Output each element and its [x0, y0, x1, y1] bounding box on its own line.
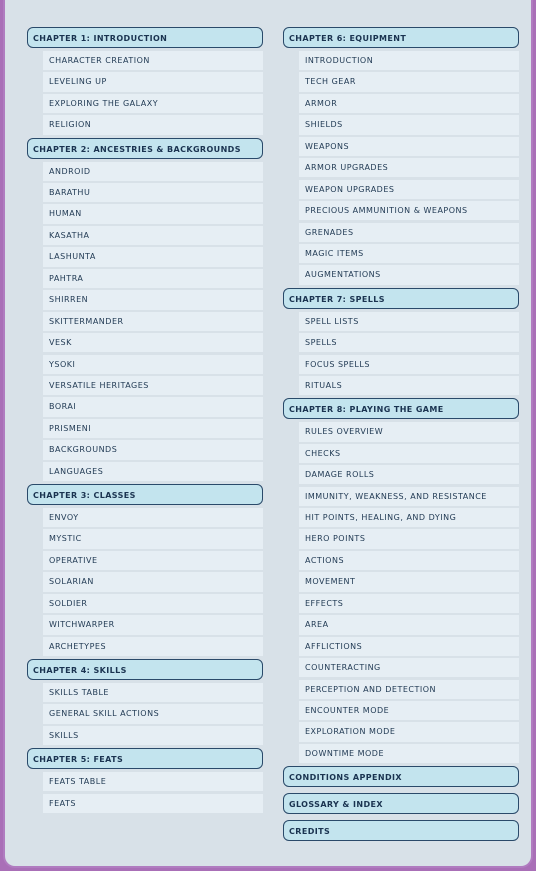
toc-link-spell-lists[interactable]: SPELL LISTS [299, 312, 519, 331]
toc-section-conditions-appendix [283, 766, 519, 787]
toc-link-barathu[interactable]: BARATHU [43, 183, 263, 202]
toc-link-lashunta[interactable]: LASHUNTA [43, 247, 263, 266]
chapter-link-chapter-6-equipment[interactable]: CHAPTER 6: EQUIPMENT [283, 27, 519, 48]
toc-link-versatile-heritages[interactable]: VERSATILE HERITAGES [43, 376, 263, 395]
toc-link-area[interactable]: AREA [299, 615, 519, 634]
toc-link-weapons[interactable]: WEAPONS [299, 137, 519, 156]
toc-link-skills-table[interactable]: SKILLS TABLE [43, 683, 263, 702]
toc-section-chapter-8-playing-the-game [283, 398, 519, 763]
toc-section-chapter-1-introduction [27, 27, 263, 135]
toc-section-chapter-4-skills [27, 659, 263, 745]
toc-link-borai[interactable]: BORAI [43, 397, 263, 416]
toc-link-tech-gear[interactable]: TECH GEAR [299, 72, 519, 91]
toc-link-perception-and-detection[interactable]: PERCEPTION AND DETECTION [299, 680, 519, 699]
toc-link-armor-upgrades[interactable]: ARMOR UPGRADES [299, 158, 519, 177]
toc-link-movement[interactable]: MOVEMENT [299, 572, 519, 591]
toc-link-skittermander[interactable]: SKITTERMANDER [43, 312, 263, 331]
toc-link-exploring-the-galaxy[interactable]: EXPLORING THE GALAXY [43, 94, 263, 113]
chapter-link-chapter-8-playing-the-game[interactable]: CHAPTER 8: PLAYING THE GAME [283, 398, 519, 419]
toc-link-vesk[interactable]: VESK [43, 333, 263, 352]
toc-section-glossary-and-index [283, 793, 519, 814]
toc-link-prismeni[interactable]: PRISMENI [43, 419, 263, 438]
toc-link-downtime-mode[interactable]: DOWNTIME MODE [299, 744, 519, 763]
toc-link-human[interactable]: HUMAN [43, 204, 263, 223]
toc-link-solarian[interactable]: SOLARIAN [43, 572, 263, 591]
toc-link-checks[interactable]: CHECKS [299, 444, 519, 463]
toc-link-encounter-mode[interactable]: ENCOUNTER MODE [299, 701, 519, 720]
toc-link-character-creation[interactable]: CHARACTER CREATION [43, 51, 263, 70]
toc-link-kasatha[interactable]: KASATHA [43, 226, 263, 245]
chapter-link-chapter-1-introduction[interactable]: CHAPTER 1: INTRODUCTION [27, 27, 263, 48]
toc-section-chapter-7-spells [283, 288, 519, 396]
toc-link-focus-spells[interactable]: FOCUS SPELLS [299, 355, 519, 374]
toc-link-hit-points-healing-and-dying[interactable]: HIT POINTS, HEALING, AND DYING [299, 508, 519, 527]
toc-link-shields[interactable]: SHIELDS [299, 115, 519, 134]
toc-link-languages[interactable]: LANGUAGES [43, 462, 263, 481]
toc-link-skills[interactable]: SKILLS [43, 726, 263, 745]
chapter-link-credits[interactable]: CREDITS [283, 820, 519, 841]
toc-link-augmentations[interactable]: AUGMENTATIONS [299, 265, 519, 284]
toc-link-ysoki[interactable]: YSOKI [43, 355, 263, 374]
toc-section-chapter-5-feats [27, 748, 263, 813]
toc-link-introduction[interactable]: INTRODUCTION [299, 51, 519, 70]
toc-link-shirren[interactable]: SHIRREN [43, 290, 263, 309]
toc-link-android[interactable]: ANDROID [43, 162, 263, 181]
toc-link-afflictions[interactable]: AFFLICTIONS [299, 637, 519, 656]
chapter-link-chapter-7-spells[interactable]: CHAPTER 7: SPELLS [283, 288, 519, 309]
toc-link-witchwarper[interactable]: WITCHWARPER [43, 615, 263, 634]
toc-section-credits [283, 820, 519, 841]
chapter-link-glossary-and-index[interactable]: GLOSSARY & INDEX [283, 793, 519, 814]
chapter-link-conditions-appendix[interactable]: CONDITIONS APPENDIX [283, 766, 519, 787]
toc-link-archetypes[interactable]: ARCHETYPES [43, 637, 263, 656]
toc-link-general-skill-actions[interactable]: GENERAL SKILL ACTIONS [43, 704, 263, 723]
toc-link-hero-points[interactable]: HERO POINTS [299, 529, 519, 548]
toc-link-feats-table[interactable]: FEATS TABLE [43, 772, 263, 791]
toc-link-counteracting[interactable]: COUNTERACTING [299, 658, 519, 677]
toc-link-leveling-up[interactable]: LEVELING UP [43, 72, 263, 91]
toc-link-pahtra[interactable]: PAHTRA [43, 269, 263, 288]
toc-link-envoy[interactable]: ENVOY [43, 508, 263, 527]
toc-link-effects[interactable]: EFFECTS [299, 594, 519, 613]
toc-link-religion[interactable]: RELIGION [43, 115, 263, 134]
table-of-contents-panel [3, 0, 533, 868]
toc-link-soldier[interactable]: SOLDIER [43, 594, 263, 613]
toc-link-spells[interactable]: SPELLS [299, 333, 519, 352]
toc-link-immunity-weakness-and-resistance[interactable]: IMMUNITY, WEAKNESS, AND RESISTANCE [299, 487, 519, 506]
toc-link-mystic[interactable]: MYSTIC [43, 529, 263, 548]
chapter-link-chapter-3-classes[interactable]: CHAPTER 3: CLASSES [27, 484, 263, 505]
toc-section-chapter-6-equipment [283, 27, 519, 285]
toc-section-chapter-2-ancestries-and-backgrounds [27, 138, 263, 481]
chapter-link-chapter-4-skills[interactable]: CHAPTER 4: SKILLS [27, 659, 263, 680]
toc-section-chapter-3-classes [27, 484, 263, 656]
toc-link-weapon-upgrades[interactable]: WEAPON UPGRADES [299, 180, 519, 199]
toc-link-rituals[interactable]: RITUALS [299, 376, 519, 395]
toc-link-feats[interactable]: FEATS [43, 794, 263, 813]
toc-link-magic-items[interactable]: MAGIC ITEMS [299, 244, 519, 263]
toc-link-actions[interactable]: ACTIONS [299, 551, 519, 570]
toc-link-damage-rolls[interactable]: DAMAGE ROLLS [299, 465, 519, 484]
toc-link-backgrounds[interactable]: BACKGROUNDS [43, 440, 263, 459]
toc-link-precious-ammunition-and-weapons[interactable]: PRECIOUS AMMUNITION & WEAPONS [299, 201, 519, 220]
chapter-link-chapter-5-feats[interactable]: CHAPTER 5: FEATS [27, 748, 263, 769]
toc-left-column [27, 27, 263, 816]
toc-link-exploration-mode[interactable]: EXPLORATION MODE [299, 722, 519, 741]
toc-link-armor[interactable]: ARMOR [299, 94, 519, 113]
toc-link-grenades[interactable]: GRENADES [299, 223, 519, 242]
chapter-link-chapter-2-ancestries-and-backgrounds[interactable]: CHAPTER 2: ANCESTRIES & BACKGROUNDS [27, 138, 263, 159]
toc-link-rules-overview[interactable]: RULES OVERVIEW [299, 422, 519, 441]
toc-link-operative[interactable]: OPERATIVE [43, 551, 263, 570]
toc-right-column [283, 27, 519, 847]
